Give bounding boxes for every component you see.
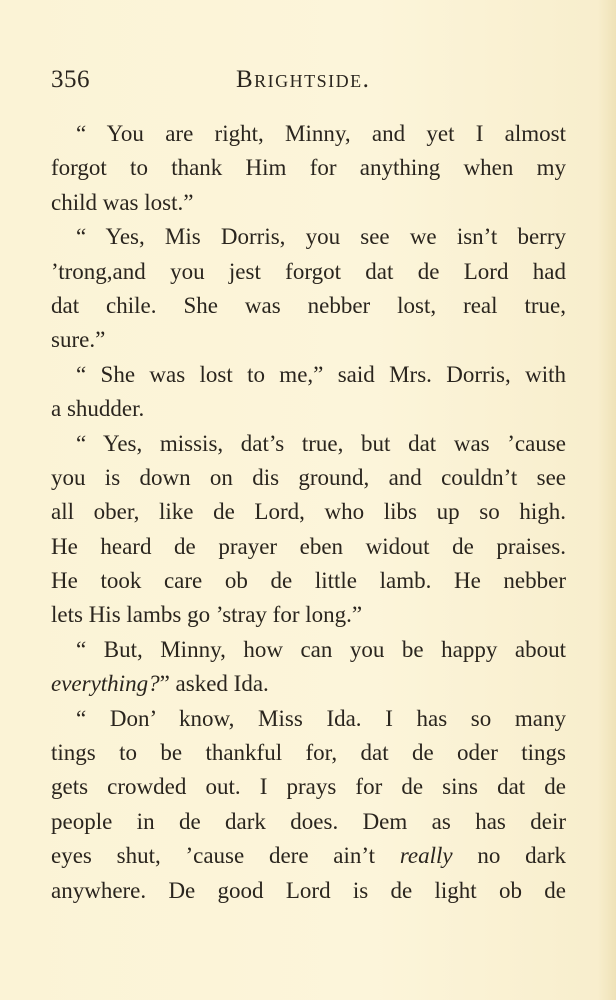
text-line: forgot to thank Him for anything when my	[51, 155, 566, 181]
italic-text: everything?	[51, 671, 160, 697]
text-line: a shudder.	[51, 396, 145, 422]
page-header	[51, 66, 570, 106]
text-fragment: eyes shut, ’cause dere ain’t	[51, 843, 400, 869]
paragraph	[51, 633, 566, 702]
paragraph	[51, 427, 566, 633]
text-line: dat chile. She was nebber lost, real true,	[51, 292, 566, 318]
text-line: “ Yes, Mis Dorris, you see we isn’t berry	[76, 224, 566, 250]
paragraph	[51, 117, 566, 220]
text-line: gets crowded out. I prays for de sins dat de	[51, 774, 566, 800]
running-head: Brightside.	[236, 66, 371, 93]
italic-text: really	[399, 843, 453, 869]
text-line: “ Yes, missis, dat’s true, but dat was ’cause	[76, 430, 566, 456]
text-line: child was lost.”	[51, 189, 194, 215]
text-line: “ Don’ know, Miss Ida. I has so many	[76, 705, 566, 731]
text-line: “ You are right, Minny, and yet I almost	[76, 121, 566, 146]
text-fragment: no dark	[452, 843, 566, 869]
text-line: lets His lambs go ’stray for long.”	[51, 602, 363, 628]
page-number: 356	[51, 66, 90, 93]
text-line: ’trong,and you jest forgot dat de Lord had	[51, 258, 566, 284]
paragraph	[51, 358, 566, 427]
text-line: anywhere. De good Lord is de light ob de	[51, 877, 566, 903]
text-line: He took care ob de little lamb. He nebber	[51, 568, 566, 594]
paragraph	[51, 702, 566, 908]
text-line: tings to be thankful for, dat de oder tings	[51, 740, 566, 766]
text-line	[51, 839, 566, 873]
text-line: sure.”	[51, 327, 106, 353]
text-line	[51, 667, 566, 701]
paragraph	[51, 220, 566, 358]
text-line: “ She was lost to me,” said Mrs. Dorris, with	[76, 361, 566, 387]
text-line: people in de dark does. Dem as has deir	[51, 808, 566, 834]
text-line: He heard de prayer eben widout de praises.	[51, 533, 566, 559]
body-text	[51, 117, 566, 908]
text-line: all ober, like de Lord, who libs up so high.	[51, 499, 566, 525]
text-line: “ But, Minny, how can you be happy about	[76, 636, 566, 662]
text-fragment: ” asked Ida.	[159, 671, 269, 697]
text-line: you is down on dis ground, and couldn’t see	[51, 464, 566, 490]
